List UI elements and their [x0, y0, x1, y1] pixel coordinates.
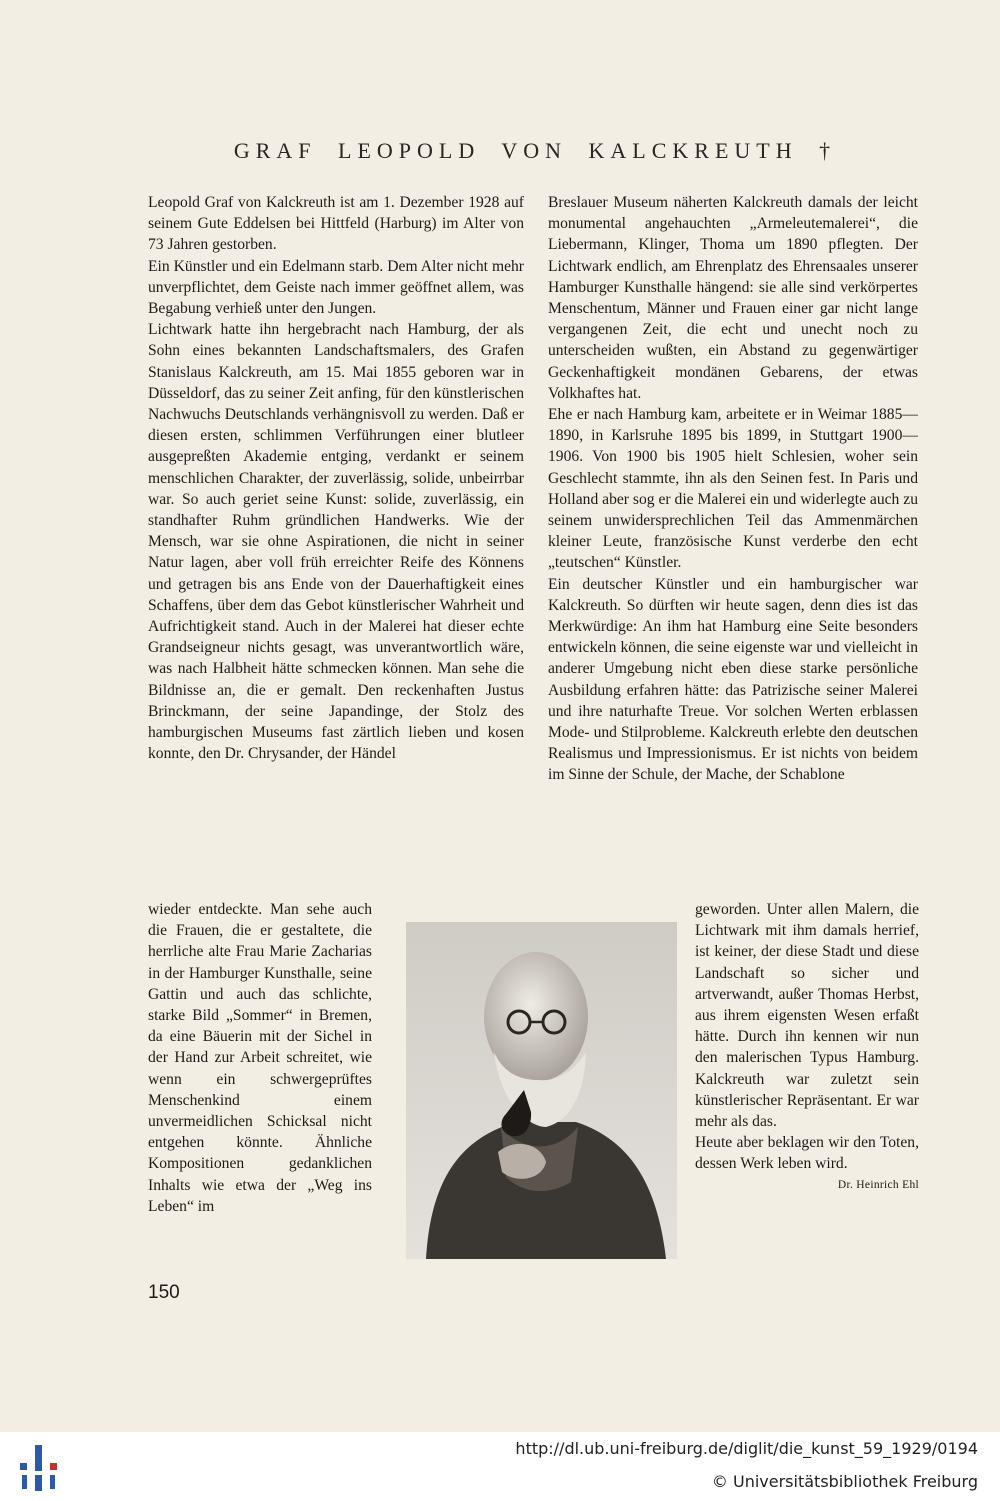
paragraph: Lichtwark hatte ihn hergebracht nach Hamburg, der als Sohn eines bekannten Landschaftsmalers, des Grafen Stanislaus Kalckreuth, am 15. Mai 1855 geboren war in Düsseldorf, das zu seiner Zeit anfing, für den künstlerischen Nachwuchs Deutschlands verhängnisvoll zu werden. Daß er diesen ersten, schlimmen Verführungen einer blutleer ausgepreßten Akademie entging, verdankt er seinem menschlichen Charakter, der zuverlässig, solide, unbeirrbar war. So auch geriet seine Kunst: solide, zuverlässig, ein standhafter Ruhm gründlichen Handwerks. Wie der Mensch, war sie ohne Aspirationen, die nicht in seiner Natur lagen, aber voll früh erreichter Reife des Könnens und getragen bis ans Ende von der Dauerhaftigkeit eines Schaffens, über dem das Gebot künstlerischer Wahrheit und Aufrichtigkeit stand. Auch in der Malerei hat dieser echte Grandseigneur nichts gesagt, was unverantwortlich wäre, was nach Halbheit hätte schmecken können. Man sehe die Bildnisse an, die er gemalt. Den reckenhaften Justus Brinckmann, der seine Japandinge, der Stolz des hamburgischen Museums fast zärtlich lieben und kosen konnte, den Dr. Chrysander, der Händel: [148, 321, 524, 763]
paragraph: [695, 1132, 919, 1191]
copyright-text: © Universitätsbibliothek Freiburg: [711, 1472, 978, 1491]
source-url-link[interactable]: http://dl.ub.uni-freiburg.de/diglit/die_kunst_59_1929/0194: [515, 1439, 978, 1458]
paragraph: wieder entdeckte. Man sehe auch die Frauen, die er gestaltete, die herrliche alte Frau Marie Zacharias in der Hamburger Kunsthalle, seine Gattin und auch das schlichte, starke Bild „Sommer“ in Bremen, da eine Bäuerin mit der Sichel in der Hand zur Arbeit schreitet, wie wenn ein schwergeprüftes Menschenkind einem unvermeidlichen Schicksal nicht entgehen könnte. Ähnliche Kompositionen gedanklichen Inhalts wie etwa der „Weg ins Leben“ im: [148, 901, 372, 1215]
right-column: [548, 192, 918, 786]
footer-bar: [0, 1432, 1000, 1501]
paragraph: Ein deutscher Künstler und ein hamburgischer war Kalckreuth. So dürften wir heute sagen, denn dies ist das Merkwürdige: An ihm hat Hamburg eine Seite besonders entwickeln können, die seine eigenste war und vielleicht in anderer Umgebung nicht eben diese starke persönliche Ausbildung erfahren hätte: das Patrizische seiner Malerei und ihre naturhafte Treue. Vor solchen Werten erblassen Mode- und Stilprobleme. Kalckreuth erlebte den deutschen Realismus und Impressionismus. Er ist nichts von beidem im Sinne der Schule, der Mache, der Schablone: [548, 575, 918, 784]
paragraph: Ehe er nach Hamburg kam, arbeitete er in Weimar 1885—1890, in Karlsruhe 1895 bis 1899, in Stuttgart 1900—1906. Von 1900 bis 1905 hielt Schlesien, woher sein Geschlecht stammte, ihn als den Seinen fest. In Paris und Holland aber sog er die Malerei ein und widerlegte auch zu seinem unwidersprechlichen Teil das Ammenmärchen kleiner Leute, französische Kunst verderbe den echt „teutschen“ Künstler.: [548, 406, 918, 572]
paragraph: geworden. Unter allen Malern, die Lichtwark mit ihm damals herrief, ist keiner, der diese Stadt und diese Landschaft so sicher und artverwandt, außer Thomas Herbst, aus ihrem eigensten Wesen erfaßt hätte. Durch ihn kennen wir nun den malerischen Typus Hamburg. Kalckreuth war zuletzt sein künstlerischer Repräsentant. Er war mehr als das.: [695, 901, 919, 1131]
page-title: GRAF LEOPOLD VON KALCKREUTH †: [233, 138, 837, 163]
author-signature: Dr. Heinrich Ehl: [837, 1178, 919, 1191]
page-number: 150: [148, 1282, 180, 1303]
left-column: [148, 192, 524, 764]
paragraph: Leopold Graf von Kalckreuth ist am 1. Dezember 1928 auf seinem Gute Eddelsen bei Hittfeld (Harburg) im Alter von 73 Jahren gestorben.: [148, 194, 524, 254]
paragraph: Breslauer Museum näherten Kalckreuth damals der leicht monumental angehauchten „Armeleutemalerei“, die Liebermann, Klinger, Thoma um 1890 pflegten. Der Lichtwark endlich, am Ehrenplatz des Ehrensaales unserer Hamburger Kunsthalle hängend: sie alle sind verkörpertes Menschentum, Männer und Frauen einer gar nicht lange vergangenen Zeit, die echt und unecht noch zu unterscheiden wußten, ein Abstand zu gegenwärtiger Geckenhaftigkeit mondänen Gebarens, der etwas Volkhaftes hat.: [548, 194, 918, 402]
paragraph-text: Heute aber beklagen wir den Toten, dessen Werk leben wird.: [695, 1134, 919, 1173]
portrait-image: [406, 922, 677, 1259]
library-logo-icon: [14, 1443, 64, 1493]
paragraph: Ein Künstler und ein Edelmann starb. Dem Alter nicht mehr unverpflichtet, dem Geiste nach immer geöffnet allem, was Begabung verhieß unter den Jungen.: [148, 257, 524, 318]
portrait-photo: [406, 922, 677, 1259]
left-wrap-column: [148, 899, 372, 1217]
right-wrap-column: [695, 899, 919, 1196]
